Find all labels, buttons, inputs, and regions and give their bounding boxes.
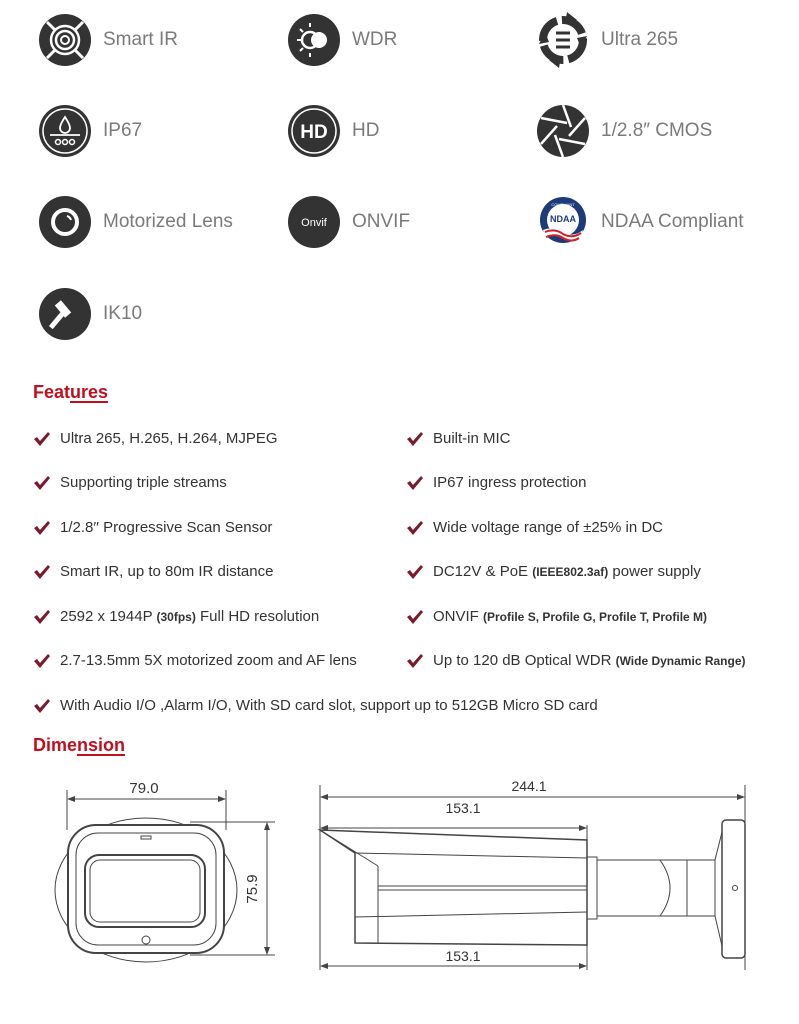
feature-icon-label: 1/2.8″ CMOS bbox=[601, 120, 713, 141]
feature-text: Wide voltage range of ±25% in DC bbox=[433, 519, 664, 536]
feature-text: 2.7-13.5mm 5X motorized zoom and AF lens bbox=[60, 652, 357, 669]
ip67-icon bbox=[39, 105, 91, 157]
side-view bbox=[320, 785, 745, 970]
checkmark-icon bbox=[406, 653, 424, 669]
feature-text: ONVIF bbox=[433, 608, 484, 625]
feature-text: 1/2.8′′ Progressive Scan Sensor bbox=[60, 519, 273, 536]
feature-icon-label: Smart IR bbox=[103, 29, 178, 50]
feature-icon-label: Motorized Lens bbox=[103, 211, 233, 232]
feature-item bbox=[33, 430, 278, 447]
feature-text: IP67 ingress protection bbox=[433, 474, 587, 491]
checkmark-icon bbox=[406, 475, 424, 491]
ndaa-badge-icon bbox=[537, 196, 589, 248]
feature-item bbox=[406, 519, 663, 536]
feature-item bbox=[33, 474, 227, 491]
hammer-icon bbox=[39, 288, 91, 340]
features-heading-underlined: ures bbox=[70, 382, 109, 402]
side-top-length-label: 153.1 bbox=[445, 800, 481, 816]
feature-text: Up to 120 dB Optical WDR bbox=[433, 652, 616, 669]
shutter-icon bbox=[537, 105, 589, 157]
feature-text: DC12V & PoE bbox=[433, 563, 533, 580]
feature-detail: (IEEE802.3af) bbox=[532, 564, 609, 579]
feature-text-suffix: power supply bbox=[608, 563, 701, 580]
feature-text: With Audio I/O ,Alarm I/O, With SD card slot, support up to 512GB Micro SD card bbox=[60, 697, 598, 714]
feature-icon-cmos bbox=[537, 105, 712, 157]
dimension-heading bbox=[33, 735, 125, 756]
checkmark-icon bbox=[33, 653, 51, 669]
feature-item bbox=[406, 563, 701, 580]
checkmark-icon bbox=[33, 520, 51, 536]
feature-icon-ultra-265 bbox=[537, 10, 678, 70]
dimension-drawing bbox=[0, 770, 799, 1020]
feature-item bbox=[33, 519, 272, 536]
onvif-glyph: Onvif bbox=[301, 217, 327, 229]
lens-icon bbox=[39, 196, 91, 248]
side-total-length-label: 244.1 bbox=[511, 778, 547, 794]
checkmark-icon bbox=[406, 431, 424, 447]
feature-text: Smart IR, up to 80m IR distance bbox=[60, 563, 274, 580]
feature-icon-hd bbox=[288, 105, 379, 157]
feature-icon-label: NDAA Compliant bbox=[601, 211, 744, 232]
feature-item bbox=[33, 608, 319, 625]
checkmark-icon bbox=[406, 564, 424, 580]
front-height-label: 75.9 bbox=[244, 874, 261, 904]
features-heading bbox=[33, 382, 108, 403]
checkmark-icon bbox=[33, 609, 51, 625]
feature-item bbox=[33, 697, 598, 714]
feature-icon-motorized-lens bbox=[39, 196, 233, 248]
feature-item bbox=[33, 652, 357, 669]
feature-item bbox=[406, 608, 707, 625]
checkmark-icon bbox=[33, 698, 51, 714]
checkmark-icon bbox=[33, 475, 51, 491]
feature-detail: (Profile S, Profile G, Profile T, Profile M) bbox=[483, 609, 708, 624]
feature-icon-smart-ir bbox=[39, 14, 178, 66]
feature-detail: (Wide Dynamic Range) bbox=[615, 653, 746, 668]
feature-icon-ik10 bbox=[39, 288, 142, 340]
feature-icon-label: WDR bbox=[352, 29, 398, 50]
checkmark-icon bbox=[33, 431, 51, 447]
feature-icon-label: Ultra 265 bbox=[601, 29, 679, 50]
feature-icon-ip67 bbox=[39, 105, 142, 157]
feature-icon-wdr bbox=[288, 14, 397, 66]
feature-icon-label: ONVIF bbox=[352, 211, 411, 232]
ndaa-compliant-glyph: COMPLIANT bbox=[551, 202, 575, 207]
feature-text-suffix: Full HD resolution bbox=[195, 608, 320, 625]
feature-icon-label: HD bbox=[352, 120, 380, 141]
feature-icon-onvif bbox=[288, 196, 410, 248]
feature-item bbox=[33, 563, 273, 580]
checkmark-icon bbox=[406, 520, 424, 536]
feature-item bbox=[406, 430, 511, 447]
feature-text: Built-in MIC bbox=[433, 430, 511, 447]
wdr-icon bbox=[288, 14, 340, 66]
side-bottom-length-label: 153.1 bbox=[445, 948, 481, 964]
onvif-icon bbox=[288, 196, 340, 248]
feature-text: Supporting triple streams bbox=[60, 474, 227, 491]
feature-item bbox=[406, 652, 746, 669]
checkmark-icon bbox=[406, 609, 424, 625]
dimension-heading-part: Dime bbox=[33, 735, 78, 755]
smart-ir-icon bbox=[39, 14, 91, 66]
front-view bbox=[55, 790, 275, 962]
features-heading-part: Feat bbox=[33, 382, 71, 402]
ndaa-glyph: NDAA bbox=[550, 214, 576, 224]
feature-text: Ultra 265, H.265, H.264, MJPEG bbox=[60, 430, 278, 447]
feature-icon-ndaa bbox=[537, 196, 744, 248]
dimension-heading-underlined: nsion bbox=[77, 735, 126, 755]
hd-icon bbox=[288, 105, 340, 157]
checkmark-icon bbox=[33, 564, 51, 580]
feature-icon-label: IK10 bbox=[103, 303, 143, 324]
feature-item bbox=[406, 474, 586, 491]
feature-text: 2592 x 1944P bbox=[60, 608, 157, 625]
hd-glyph: HD bbox=[300, 122, 328, 143]
feature-icon-label: IP67 bbox=[103, 120, 143, 141]
front-width-label: 79.0 bbox=[129, 780, 159, 797]
feature-detail: (30fps) bbox=[156, 609, 196, 624]
ultra-265-icon bbox=[537, 10, 589, 70]
